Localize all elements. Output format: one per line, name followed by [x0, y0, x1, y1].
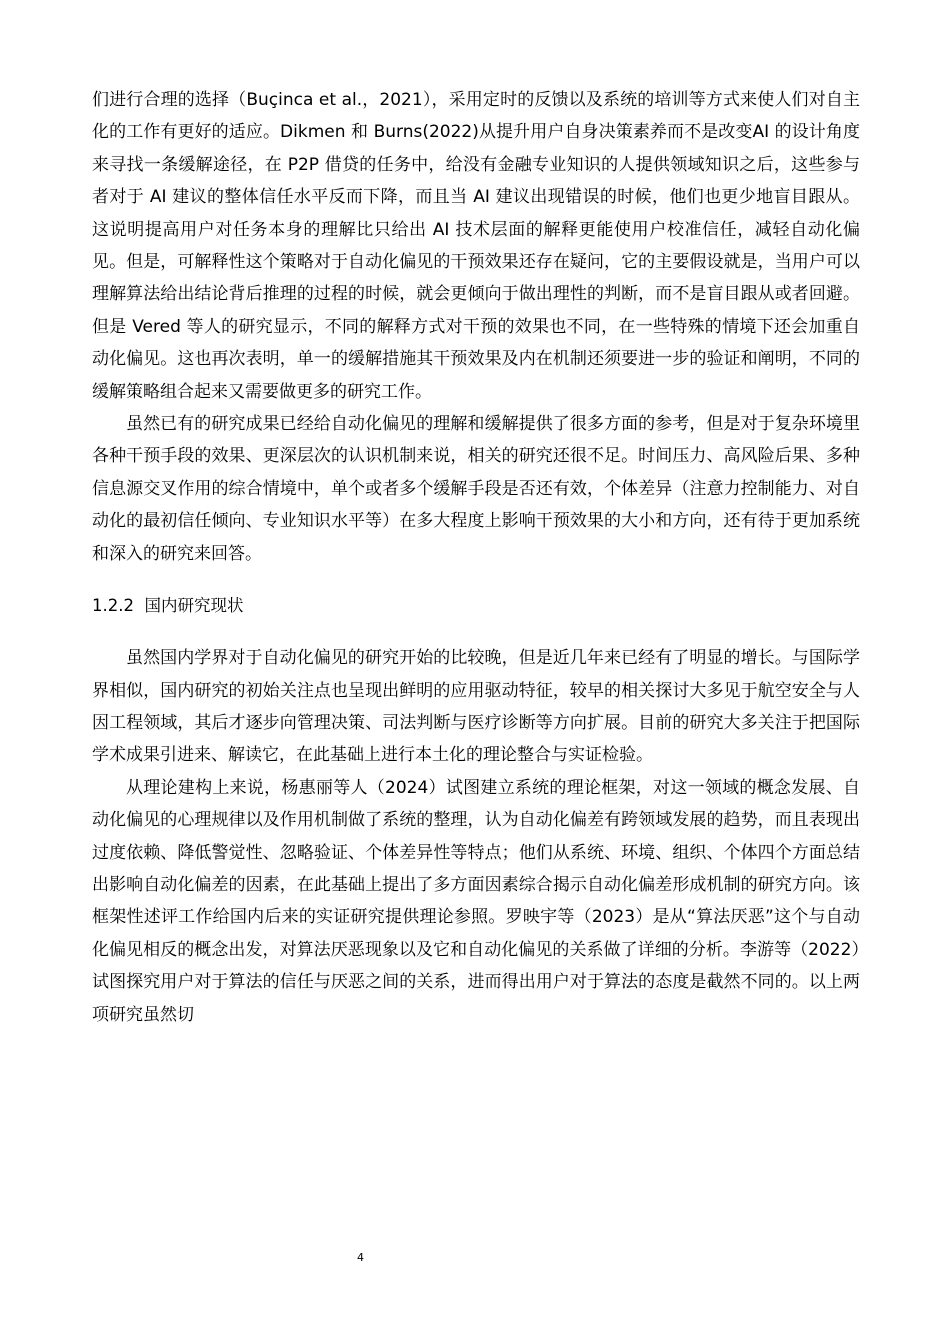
- paragraph-4: 从理论建构上来说，杨惠丽等人（2024）试图建立系统的理论框架，对这一领域的概念发展、自动化偏见的心理规律以及作用机制做了系统的整理，认为自动化偏差有跨领域发展的趋势，而且表现出过度依赖、降低警觉性、忽略验证、个体差异性等特点；他们从系统、环境、组织、个体四个方面总结出影响自动化偏差的因素，在此基础上提出了多方面因素综合揭示自动化偏差形成机制的研究方向。该框架性述评工作给国内后来的实证研究提供理论参照。罗映宇等（2023）是从“算法厌恶”这个与自动化偏见相反的概念出发，对算法厌恶现象以及它和自动化偏见的关系做了详细的分析。李游等（2022）试图探究用户对于算法的信任与厌恶之间的关系，进而得出用户对于算法的态度是截然不同的。以上两项研究虽然切: [92, 777, 860, 1025]
- paragraph-2: 虽然已有的研究成果已经给自动化偏见的理解和缓解提供了很多方面的参考，但是对于复杂环境里各种干预手段的效果、更深层次的认识机制来说，相关的研究还很不足。时间压力、高风险后果、多种信息源交叉作用的综合情境中，单个或者多个缓解手段是否还有效，个体差异（注意力控制能力、对自动化的最初信任倾向、专业知识水平等）在多大程度上影响干预效果的大小和方向，还有待于更加系统和深入的研究来回答。: [92, 414, 860, 564]
- page-number: 4: [357, 1251, 364, 1264]
- paragraph-3: 虽然国内学界对于自动化偏见的研究开始的比较晚，但是近几年来已经有了明显的增长。与国际学界相似，国内研究的初始关注点也呈现出鲜明的应用驱动特征，较早的相关探讨大多见于航空安全与人因工程领域，其后才逐步向管理决策、司法判断与医疗诊断等方向扩展。目前的研究大多关注于把国际学术成果引进来、解读它，在此基础上进行本土化的理论整合与实证检验。: [92, 648, 860, 766]
- section-heading: 1.2.2 国内研究现状: [92, 596, 244, 616]
- paragraph-1: 们进行合理的选择（Buçinca et al.，2021），采用定时的反馈以及系统的培训等方式来使人们对自主化的工作有更好的适应。Dikmen 和 Burns(2022)从提升用户自身决策素养而不是改变AI 的设计角度来寻找一条缓解途径，在 P2P 借贷的任务中，给没有金融专业知识的人提供领域知识之后，这些参与者对于 AI 建议的整体信任水平反而下降，而且当 AI 建议出现错误的时候，他们也更少地盲目跟从。这说明提高用户对任务本身的理解比只给出 AI 技术层面的解释更能使用户校准信任，减轻自动化偏见。但是，可解释性这个策略对于自动化偏见的干预效果还存在疑问，它的主要假设就是，当用户可以理解算法给出结论背后推理的过程的时候，就会更倾向于做出理性的判断，而不是盲目跟从或者回避。但是 Vered 等人的研究显示，不同的解释方式对干预的效果也不同，在一些特殊的情境下还会加重自动化偏见。这也再次表明，单一的缓解措施其干预效果及内在机制还须要进一步的验证和阐明，不同的缓解策略组合起来又需要做更多的研究工作。: [92, 90, 860, 402]
- document-page: [92, 84, 860, 1031]
